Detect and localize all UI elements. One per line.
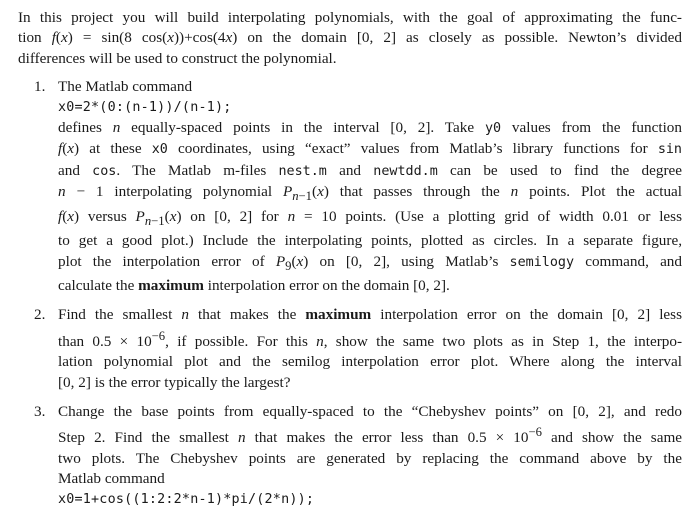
item-number: 1.	[34, 78, 46, 96]
intro-line-2: tion f(x) = sin(8 cos(x))+cos(4x) on the domain [0, 2] as closely as possible. Newton’s divided	[18, 29, 682, 47]
intro-line-3: differences will be used to construct the polynomial.	[18, 49, 337, 67]
code-snippet: x0=1+cos((1:2:2*n-1)*pi/(2*n));	[58, 491, 315, 507]
list-item	[18, 305, 682, 393]
intro-paragraph	[18, 8, 682, 69]
list-item	[18, 77, 682, 296]
item-body: Change the base points from equally-spaced to the “Chebyshev points” on [0, 2], and redo Step 2. Find the smallest n that makes the error less than $0.5 \times 10^{-6}$ and show the same two plots. The Chebyshev points are generated by replacing the command above by the Matlab command	[58, 403, 682, 488]
document-page	[18, 8, 682, 519]
item-number: 2.	[34, 306, 46, 324]
code-snippet: x0=2*(0:(n-1))/(n-1);	[58, 99, 232, 115]
intro-line-1: In this project you will build interpolating polynomials, with the goal of approximating the func-	[18, 9, 682, 26]
list-item	[18, 402, 682, 510]
item-body: Find the smallest n that makes the maximum interpolation error on the domain [0, 2] less than $0.5 \times 10^{-6}$, if possible. For this n, show the same two plots as in Step 1, the interpo- lation polynomial plot and the semilog interpolation error plot. Where along the interval [0, 2] is the error typically the largest?	[58, 306, 683, 391]
item-number: 3.	[34, 403, 46, 421]
item-body: defines n equally-spaced points in the interval [0, 2]. Take y0 values from the function f(x) at these x0 coordinates, using “exact” values from Matlab’s library functions for sin and cos. The Matlab m-files nest.m and newtdd.m can be used to find the degree n − 1 interpolating polynomial $P_{n-1}(x)$ that passes through the n points. Plot the actual f(x) versus $P_{n-1}(x)$ on [0, 2] for n = 10 points. (Use a plotting grid of width 0.01 or less to get a good plot.) Include the interpolating points, plotted as circles. In a separate figure, plot the interpolation error of $P_9(x)$ on [0, 2], using Matlab’s semilogy command, and calculate the maximum interpolation error on the domain [0, 2].	[58, 119, 682, 294]
task-list	[18, 77, 682, 510]
item-heading: The Matlab command	[58, 78, 193, 96]
